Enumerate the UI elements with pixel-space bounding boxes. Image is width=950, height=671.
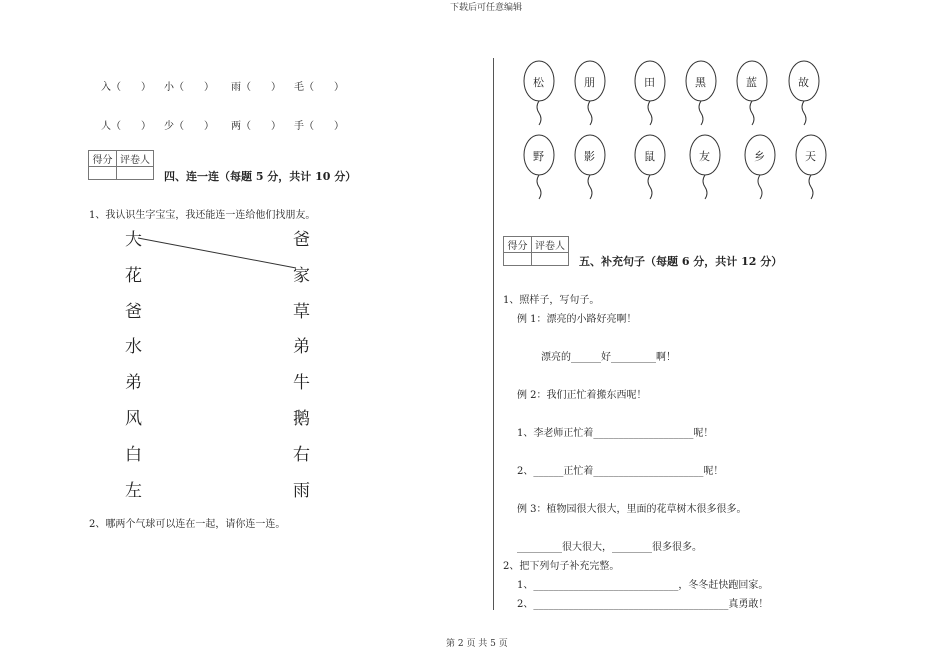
- fill-blank-2[interactable]: 1、李老师正忙着____________________呢！: [517, 428, 714, 439]
- page-header: 下载后可任意编辑: [450, 3, 523, 13]
- section4-q1: 1、我认识生字宝宝，我还能连一连给他们找朋友。: [89, 210, 316, 221]
- balloon-char[interactable]: 蓝: [746, 76, 757, 89]
- grader-cell[interactable]: [532, 253, 569, 266]
- match-right-char[interactable]: 弟: [293, 337, 310, 357]
- score-label: 得分: [504, 237, 532, 253]
- pinyin-item: 雨（ ）: [231, 82, 281, 93]
- pinyin-item: 手（ ）: [294, 121, 344, 132]
- pinyin-item: 入（ ）: [101, 82, 151, 93]
- section4-title: 四、连一连（每题 5 分，共计 10 分）: [164, 170, 357, 183]
- match-left-char[interactable]: 爸: [125, 302, 142, 322]
- pinyin-item: 小（ ）: [164, 82, 214, 93]
- match-left-char[interactable]: 水: [125, 337, 142, 357]
- score-box: [503, 236, 569, 266]
- balloon-char[interactable]: 野: [533, 150, 544, 163]
- balloon-char[interactable]: 田: [644, 76, 655, 89]
- match-left-char[interactable]: 花: [125, 266, 142, 286]
- match-right-char[interactable]: 爸: [293, 230, 310, 250]
- balloon-char[interactable]: 乡: [754, 150, 765, 163]
- match-right-char[interactable]: 右: [293, 445, 310, 465]
- match-left-char[interactable]: 大: [125, 230, 142, 250]
- match-left-char[interactable]: 风: [125, 409, 142, 429]
- balloon-char[interactable]: 天: [805, 150, 816, 163]
- balloon-char[interactable]: 鼠: [644, 150, 655, 163]
- example-2: 例 2：我们正忙着搬东西呢！: [517, 390, 647, 401]
- match-left-char[interactable]: 弟: [125, 373, 142, 393]
- fill-blank-3[interactable]: 2、______正忙着______________________呢！: [517, 466, 724, 477]
- pinyin-item: 毛（ ）: [294, 82, 344, 93]
- section4-q2: 2、哪两个气球可以连在一起，请你连一连。: [89, 519, 286, 530]
- pinyin-item: 两（ ）: [231, 121, 281, 132]
- match-right-char[interactable]: 草: [293, 302, 310, 322]
- section5-title: 五、补充句子（每题 6 分，共计 12 分）: [579, 255, 783, 268]
- balloon-char[interactable]: 友: [699, 150, 710, 163]
- match-right-char[interactable]: 鹅: [293, 409, 310, 429]
- section5-q2: 2、把下列句子补充完整。: [503, 561, 620, 572]
- balloon-char[interactable]: 故: [798, 76, 809, 89]
- match-left-char[interactable]: 左: [125, 481, 142, 501]
- grader-label: 评卷人: [532, 237, 569, 253]
- page-footer: 第 2 页 共 5 页: [446, 639, 508, 649]
- pinyin-item: 人（ ）: [101, 121, 151, 132]
- balloon-char[interactable]: 松: [533, 76, 544, 89]
- fill-blank-4[interactable]: _________很大很大，________很多很多。: [517, 542, 702, 553]
- match-right-char[interactable]: 雨: [293, 481, 310, 501]
- fill-blank-5[interactable]: 1、_____________________________，冬冬赶快跑回家。: [517, 580, 769, 591]
- example-1: 例 1：漂亮的小路好亮啊！: [517, 314, 637, 325]
- balloon-char[interactable]: 黑: [695, 76, 706, 89]
- balloon-char[interactable]: 朋: [584, 76, 595, 89]
- section5-q1: 1、照样子，写句子。: [503, 295, 600, 306]
- score-label: 得分: [89, 151, 117, 167]
- fill-blank-1[interactable]: 漂亮的______好_________啊！: [541, 352, 676, 363]
- example-3: 例 3：植物园很大很大，里面的花草树木很多很多。: [517, 504, 747, 515]
- fill-blank-6[interactable]: 2、_______________________________________真勇敢！: [517, 599, 769, 610]
- match-right-char[interactable]: 牛: [293, 373, 310, 393]
- score-cell[interactable]: [504, 253, 532, 266]
- match-right-char[interactable]: 家: [293, 266, 310, 286]
- balloon-char[interactable]: 影: [584, 150, 595, 163]
- pinyin-item: 少（ ）: [164, 121, 214, 132]
- grader-label: 评卷人: [117, 151, 154, 167]
- match-left-char[interactable]: 白: [125, 445, 142, 465]
